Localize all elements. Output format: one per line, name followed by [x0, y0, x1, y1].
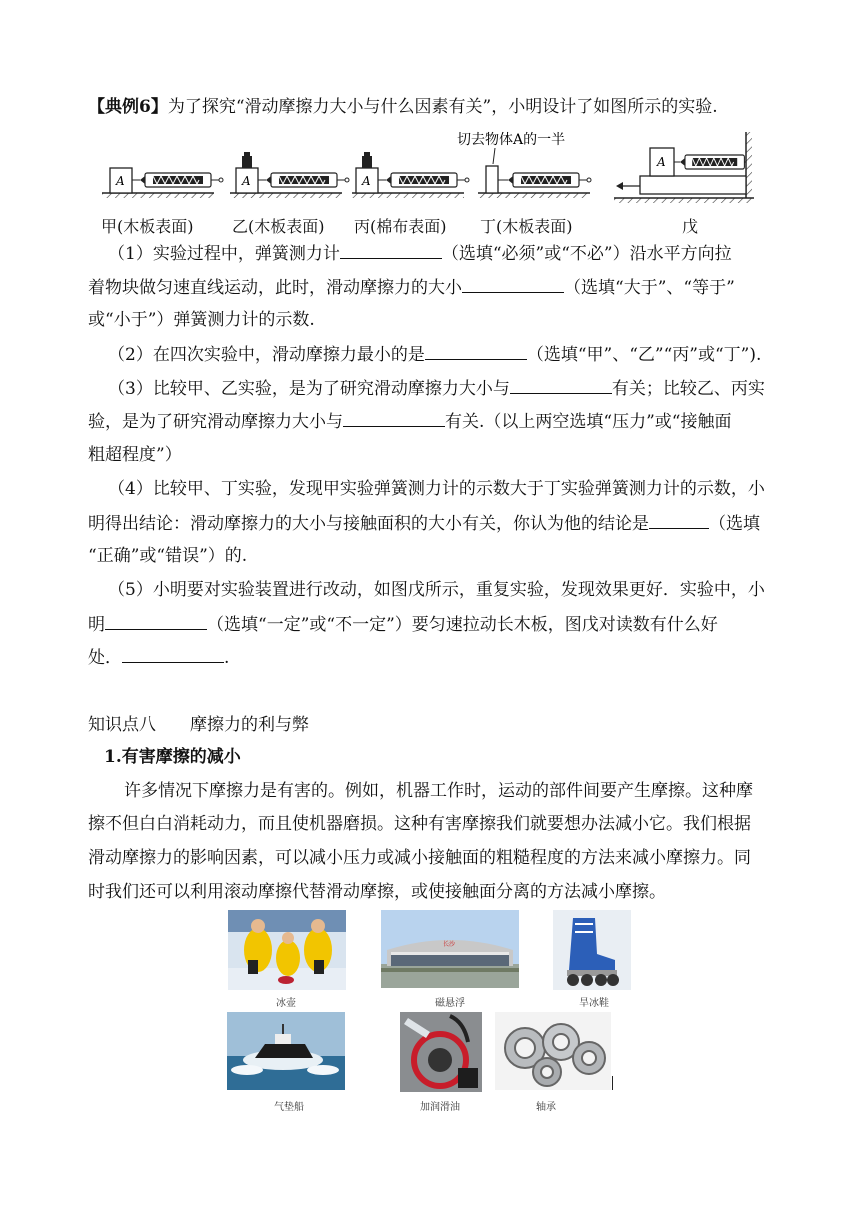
example-tag: 【典例6】	[88, 97, 168, 117]
setup-yi	[230, 152, 349, 198]
figure-label-ding: 丁(木板表面)	[480, 217, 573, 236]
cut-note: 切去物体A的一半	[457, 132, 566, 148]
question-4-line-1: （4）比较甲、丁实验，发现甲实验弹簧测力计的示数大于丁实验弹簧测力计的示数，小	[108, 479, 765, 499]
q4-text: 明得出结论：滑动摩擦力的大小与接触面积的大小有关，你认为他的结论是	[88, 514, 649, 534]
q1-text: （选填“必须”或“不必”）沿水平方向拉	[441, 244, 732, 264]
cursor-mark	[612, 1076, 613, 1090]
setup-wu	[614, 132, 754, 203]
question-4-line-2	[88, 512, 760, 535]
block-letter: A	[657, 155, 666, 169]
subsection-title: 1.有害摩擦的减小	[104, 747, 241, 767]
question-3-line-2	[88, 410, 731, 433]
q5-text: （选填“一定”或“不一定”）要匀速拉动长木板，图戊对读数有什么好	[207, 615, 718, 635]
question-5-line-2	[88, 613, 718, 636]
figure-label-jia: 甲(木板表面)	[101, 217, 194, 236]
q4-text: （选填	[709, 514, 760, 534]
question-3-line-3: 粗超程度”）	[88, 445, 182, 465]
question-2	[108, 343, 761, 366]
setup-bing	[352, 152, 469, 198]
block-letter: A	[362, 174, 371, 188]
photo-caption: 加润滑油	[420, 1102, 460, 1113]
question-5-line-1: （5）小明要对实验装置进行改动，如图戊所示，重复实验，发现效果更好．实验中，小	[108, 580, 765, 600]
bearing-photo	[495, 1012, 611, 1090]
example-intro: 为了探究“滑动摩擦力大小与什么因素有关”，小明设计了如图所示的实验.	[167, 97, 718, 117]
paragraph-line-4: 时我们还可以利用滚动摩擦代替滑动摩擦，或使接触面分离的方法减小摩擦。	[88, 882, 666, 902]
example-heading	[88, 96, 718, 118]
figure-label-wu: 戊	[682, 217, 699, 236]
question-5-line-3	[88, 646, 229, 669]
q2-text: （2）在四次实验中，滑动摩擦力最小的是	[108, 345, 425, 365]
q5-text: 明	[88, 615, 105, 635]
figure-label-yi: 乙(木板表面)	[232, 217, 325, 236]
question-1-line-1	[108, 242, 732, 265]
roller-skate-photo	[553, 910, 631, 990]
q1-text: （1）实验过程中，弹簧测力计	[108, 244, 340, 264]
photo-caption: 轴承	[536, 1102, 556, 1113]
q5-text: 处．	[88, 648, 122, 668]
question-1-line-2	[88, 276, 735, 299]
answer-blank[interactable]	[425, 343, 527, 360]
section-title: 知识点八 摩擦力的利与弊	[88, 715, 309, 735]
photo-caption: 气垫船	[274, 1102, 304, 1113]
answer-blank[interactable]	[105, 613, 207, 630]
q2-text: （选填“甲”、“乙”“丙”或“丁”).	[526, 345, 762, 365]
answer-blank[interactable]	[510, 377, 612, 394]
q5-text: .	[224, 648, 230, 668]
q3-text: 有关.（以上两空选填“压力”或“接触面	[445, 412, 732, 432]
q1-text: （选填“大于”、“等于”	[564, 278, 735, 298]
maglev-photo	[381, 910, 519, 988]
hovercraft-photo	[227, 1012, 345, 1090]
photo-caption: 冰壶	[276, 998, 296, 1009]
lubrication-photo	[400, 1012, 482, 1092]
q3-text: （3）比较甲、乙实验，是为了研究滑动摩擦力大小与	[108, 379, 510, 399]
block-letter: A	[116, 174, 125, 188]
photo-caption: 磁悬浮	[435, 998, 465, 1009]
question-3-line-1	[108, 377, 765, 400]
q1-text: 着物块做匀速直线运动，此时，滑动摩擦力的大小	[88, 278, 462, 298]
question-1-line-3: 或“小于”）弹簧测力计的示数.	[88, 310, 315, 330]
answer-blank[interactable]	[343, 410, 445, 427]
question-4-line-3: “正确”或“错误”）的.	[88, 546, 248, 566]
station-sign: 长沙	[443, 941, 456, 948]
photo-caption: 旱冰鞋	[579, 998, 609, 1009]
answer-blank[interactable]	[462, 276, 564, 293]
experiment-figure	[100, 128, 760, 208]
paragraph-line-1: 许多情况下摩擦力是有害的。例如，机器工作时，运动的部件间要产生摩擦。这种摩	[124, 781, 753, 801]
setup-ding	[457, 131, 591, 198]
curling-photo	[228, 910, 346, 990]
paragraph-line-3: 滑动摩擦力的影响因素，可以减小压力或减小接触面的粗糙程度的方法来减小摩擦力。同	[88, 848, 751, 868]
answer-blank[interactable]	[122, 646, 224, 663]
answer-blank[interactable]	[649, 512, 709, 529]
setup-jia	[102, 168, 223, 198]
figure-label-bing: 丙(棉布表面)	[354, 217, 447, 236]
q3-text: 验，是为了研究滑动摩擦力大小与	[88, 412, 343, 432]
block-letter: A	[242, 174, 251, 188]
answer-blank[interactable]	[340, 242, 442, 259]
paragraph-line-2: 擦不但白白消耗动力，而且使机器磨损。这种有害摩擦我们就要想办法减小它。我们根据	[88, 814, 751, 834]
q3-text: 有关；比较乙、丙实	[611, 379, 765, 399]
